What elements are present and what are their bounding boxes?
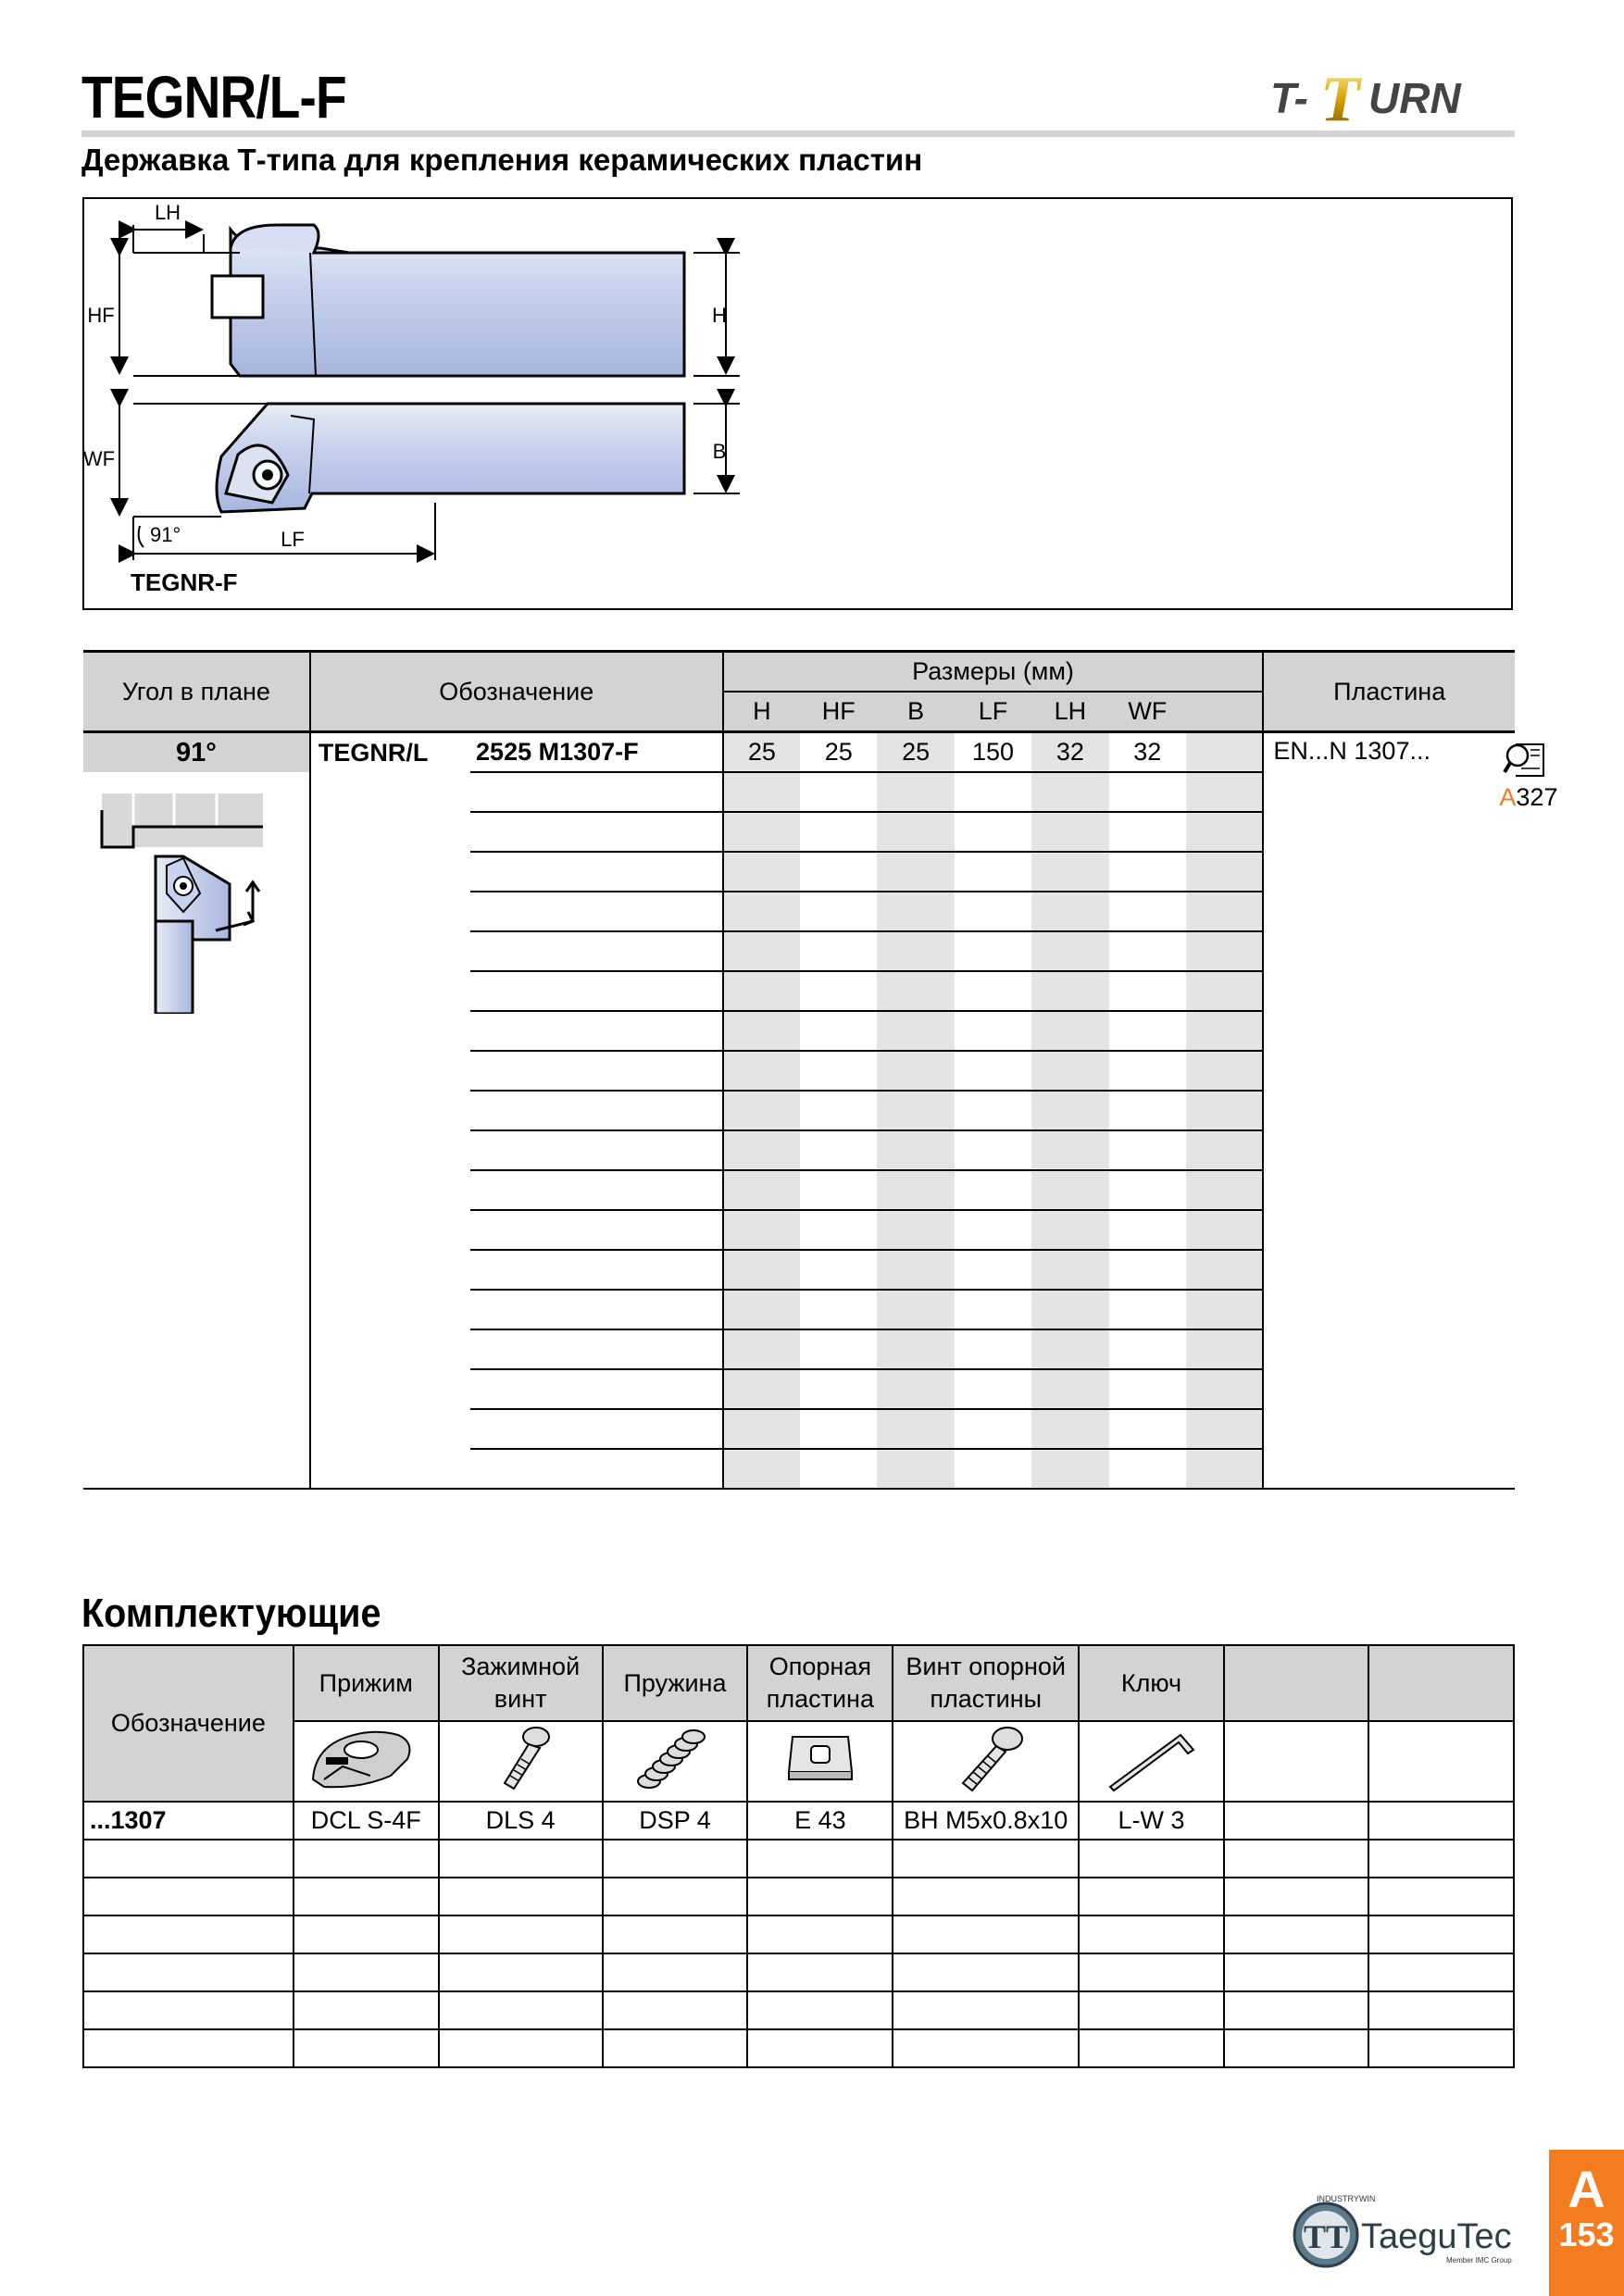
- tool-holder-drawing: [82, 197, 1513, 610]
- holder-table-body: [83, 732, 1558, 1490]
- accessories-table: [82, 1644, 1515, 2068]
- series-cell: TEGNR/L: [318, 738, 429, 767]
- dim-label-h: H: [712, 304, 727, 327]
- dim-header-b: B: [877, 692, 954, 732]
- dim-b-cell: 25: [877, 732, 954, 773]
- table-row: [83, 1953, 1514, 1991]
- page-ref-prefix: A: [1499, 783, 1517, 811]
- catalog-lookup-icon[interactable]: [1503, 741, 1547, 780]
- table-row: ...1307 DCL S-4F DLS 4 DSP 4 E 43 BH M5x0.8x10 L-W 3: [83, 1802, 1514, 1840]
- col-header-insert: Пластина: [1263, 652, 1515, 732]
- page-ref-number: 327: [1516, 783, 1558, 811]
- shim-icon-cell: [747, 1721, 893, 1802]
- acc-header-empty-2: [1368, 1645, 1514, 1721]
- dim-label-angle: 91°: [150, 523, 181, 546]
- taegutec-logo: [1289, 2185, 1530, 2277]
- table-row: [83, 1878, 1514, 1915]
- accessories-body: [83, 1645, 1514, 2067]
- col-header-designation: Обозначение: [310, 652, 723, 732]
- hex-key-icon-cell: [1079, 1721, 1224, 1802]
- acc-header-key: Ключ: [1079, 1645, 1224, 1721]
- dim-header-lh: LH: [1031, 692, 1108, 732]
- svg-text:T: T: [1320, 69, 1360, 128]
- acc-header-shim: Опорная пластина: [747, 1645, 893, 1721]
- col-header-dimensions: Размеры (мм): [723, 652, 1264, 693]
- page-subtitle: Державка Т-типа для крепления керамических пластин: [81, 143, 923, 177]
- dim-label-hf: HF: [87, 304, 115, 327]
- dim-header-lf: LF: [955, 692, 1031, 732]
- table-row: [83, 732, 1515, 773]
- svg-text:T-: T-: [1270, 74, 1308, 122]
- dim-header-h: H: [723, 692, 800, 732]
- angle-cell: 91°: [83, 732, 310, 773]
- holder-table: [83, 650, 1558, 1490]
- dim-header-wf: WF: [1109, 692, 1186, 732]
- dim-header-hf: HF: [800, 692, 877, 732]
- table-row: [83, 1991, 1514, 2029]
- accessories-title: Комплектующие: [81, 1591, 381, 1636]
- clamp-icon: [306, 1722, 426, 1794]
- diagram-caption: TEGNR-F: [131, 568, 238, 596]
- col-header-angle: Угол в плане: [83, 652, 310, 732]
- section-letter: A: [1568, 2160, 1605, 2218]
- svg-text:TT: TT: [1303, 2218, 1349, 2255]
- code-cell: 2525 M1307-F: [470, 732, 723, 773]
- spring-icon-cell: [603, 1721, 748, 1802]
- spring-icon: [629, 1722, 721, 1794]
- page-number: 153: [1558, 2215, 1615, 2253]
- dim-hf-cell: 25: [800, 732, 877, 773]
- logo-sub: Member IMC Group: [1446, 2256, 1512, 2265]
- page-reference[interactable]: [1499, 783, 1557, 812]
- logo-tag: INDUSTRYWIN: [1317, 2194, 1376, 2203]
- hex-key-icon: [1101, 1722, 1203, 1794]
- svg-text:URN: URN: [1368, 74, 1461, 122]
- dim-lf-cell: 150: [955, 732, 1031, 773]
- dim-label-wf: WF: [82, 447, 116, 470]
- holder-orientation-icon: [100, 792, 285, 1014]
- acc-header-clamp-screw: Зажимной винт: [439, 1645, 603, 1721]
- acc-header-empty-1: [1224, 1645, 1369, 1721]
- page-title: TEGNR/L-F: [81, 64, 346, 131]
- dim-label-lf: LF: [281, 528, 305, 551]
- logo-text: TaeguTec: [1361, 2217, 1512, 2256]
- insert-cell: [1263, 732, 1558, 1490]
- acc-header-clamp: Прижим: [294, 1645, 439, 1721]
- title-rule: [81, 131, 1515, 137]
- clamp-icon-cell: [294, 1721, 439, 1802]
- table-row: [83, 1915, 1514, 1953]
- acc-header-shim-screw: Винт опорной пластины: [893, 1645, 1079, 1721]
- table-row: [83, 2029, 1514, 2067]
- shim-screw-icon: [935, 1722, 1037, 1794]
- dim-label-b: B: [712, 440, 727, 463]
- clamp-screw-icon: [479, 1722, 562, 1794]
- acc-header-spring: Пружина: [603, 1645, 748, 1721]
- top-view-holder: [217, 404, 684, 512]
- acc-header-designation: Обозначение: [83, 1645, 294, 1802]
- clamp-screw-icon-cell: [439, 1721, 603, 1802]
- shim-screw-icon-cell: [893, 1721, 1079, 1802]
- dim-label-lh: LH: [154, 201, 181, 224]
- side-view-holder: [212, 225, 684, 376]
- dim-lh-cell: 32: [1031, 732, 1108, 773]
- table-row: [83, 1840, 1514, 1878]
- shim-icon: [783, 1726, 857, 1791]
- t-turn-logo: [1267, 69, 1524, 128]
- dim-h-cell: 25: [723, 732, 800, 773]
- insert-designation: EN...N 1307...: [1273, 737, 1430, 765]
- dim-wf-cell: 32: [1109, 732, 1186, 773]
